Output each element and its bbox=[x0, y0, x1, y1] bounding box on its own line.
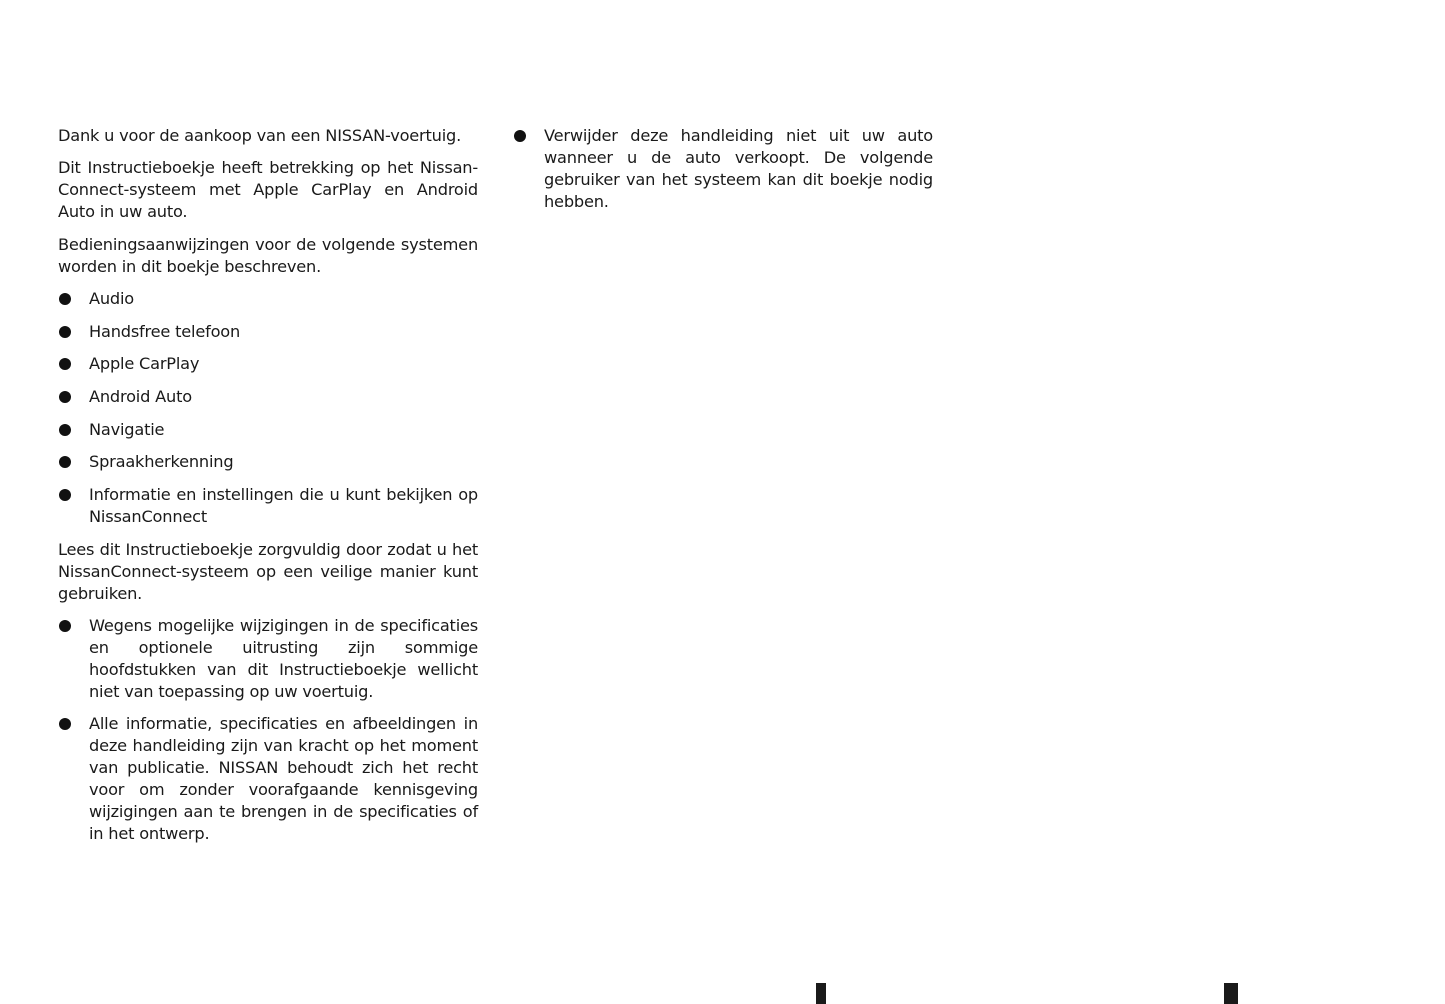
bullet-icon bbox=[514, 130, 526, 142]
bullet-icon bbox=[59, 358, 71, 370]
page-edge-mark-right bbox=[1224, 983, 1238, 1004]
list-item: Apple CarPlay bbox=[58, 353, 478, 375]
list-item: Audio bbox=[58, 288, 478, 310]
bullet-icon bbox=[59, 326, 71, 338]
list-item: Alle informatie, specificaties en afbeeldingen in deze handleiding zijn van kracht op het moment van publicatie. NISSAN behoudt zich het recht voor om zonder voorafgaande kennisgeving wijzigingen aan te brengen in de specificaties of in het ontwerp. bbox=[58, 713, 478, 844]
systems-intro-paragraph: Bedieningsaanwijzingen voor de volgende systemen worden in dit boekje beschreven. bbox=[58, 234, 478, 276]
bullet-icon bbox=[59, 718, 71, 730]
bullet-icon bbox=[59, 293, 71, 305]
bullet-icon bbox=[59, 489, 71, 501]
left-column bbox=[58, 125, 478, 856]
bullet-icon bbox=[59, 456, 71, 468]
scope-paragraph: Dit Instructieboekje heeft betrekking op het Nissan-Connect-systeem met Apple CarPlay en Android Auto in uw auto. bbox=[58, 158, 478, 222]
read-carefully-paragraph: Lees dit Instructieboekje zorgvuldig door zodat u het NissanConnect-systeem op een veilige manier kunt gebruiken. bbox=[58, 539, 478, 603]
notes-list-right bbox=[513, 125, 933, 213]
list-item: Informatie en instellingen die u kunt bekijken op NissanConnect bbox=[58, 484, 478, 528]
list-item: Android Auto bbox=[58, 386, 478, 408]
list-item: Spraakherkenning bbox=[58, 451, 478, 473]
intro-text: Dank u voor de aankoop van een NISSAN-voertuig. bbox=[58, 126, 462, 145]
bullet-icon bbox=[59, 424, 71, 436]
systems-list bbox=[58, 288, 478, 528]
right-column bbox=[513, 125, 933, 223]
list-item: Wegens mogelijke wijzigingen in de specificaties en optionele uitrusting zijn sommige hoofdstukken van dit Instructieboekje wellicht niet van toepassing op uw voertuig. bbox=[58, 615, 478, 703]
notes-list bbox=[58, 615, 478, 845]
list-item: Navigatie bbox=[58, 419, 478, 441]
bullet-icon bbox=[59, 391, 71, 403]
list-item: Verwijder deze handleiding niet uit uw auto wanneer u de auto verkoopt. De volgende gebruiker van het systeem kan dit boekje nodig hebben. bbox=[513, 125, 933, 213]
bullet-icon bbox=[59, 620, 71, 632]
page-edge-mark-left bbox=[816, 983, 826, 1004]
list-item: Handsfree telefoon bbox=[58, 321, 478, 343]
